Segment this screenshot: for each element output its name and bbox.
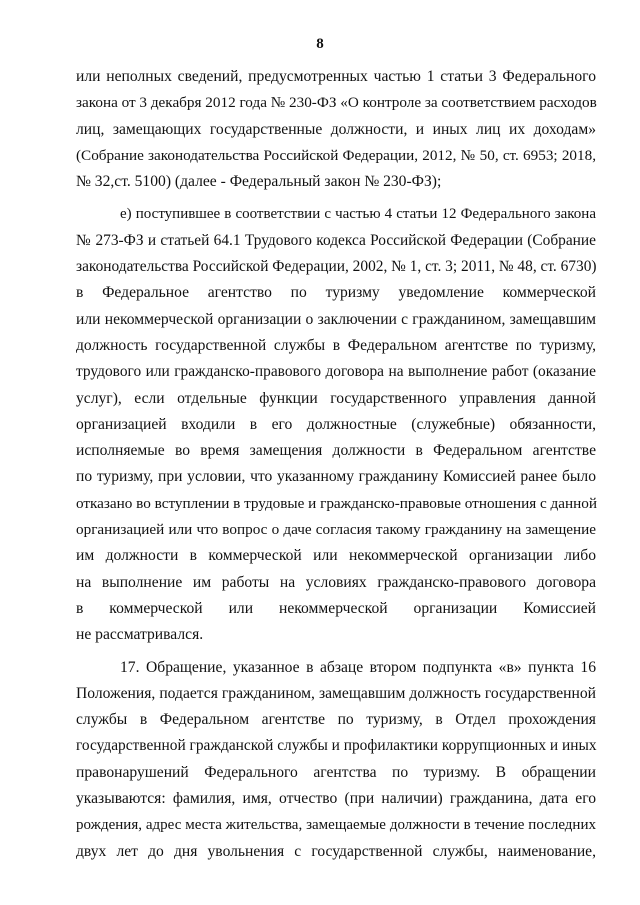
paragraph-continuation [76, 64, 596, 195]
text-line: по туризму, при условии, что указанному гражданину Комиссией ранее было [76, 468, 596, 486]
text-line: рождения, адрес места жительства, замещаемые должности в течение последних [76, 817, 596, 834]
text-line: на выполнение им работы на условиях гражданско-правового договора [76, 573, 596, 591]
text-line: лиц, замещающих государственные должности, и иных лиц их доходам» [76, 120, 596, 138]
text-line: организацией входили в его должностные (служебные) обязанности, [76, 415, 596, 433]
text-line: № 32,ст. 5100) (далее - Федеральный закон № 230-ФЗ); [76, 173, 442, 191]
text-line: в коммерческой или некоммерческой организации Комиссией [76, 599, 596, 617]
text-line: им должности в коммерческой или некоммерческой организации либо [76, 547, 596, 565]
text-line: Положения, подается гражданином, замещавшим должность государственной [76, 684, 596, 702]
text-line: или неполных сведений, предусмотренных частью 1 статьи 3 Федерального [76, 68, 596, 85]
text-line: е) поступившее в соответствии с частью 4 статьи 12 Федерального закона [120, 206, 596, 223]
page-number: 8 [316, 36, 324, 52]
text-line: государственной гражданской службы и профилактики коррупционных и иных [76, 737, 597, 755]
text-line: двух лет до дня увольнения с государственной службы, наименование, [76, 842, 596, 860]
document-body [76, 64, 596, 865]
text-line: услуг), если отдельные функции государственного управления данной [76, 389, 596, 407]
text-line: законодательства Российской Федерации, 2002, № 1, ст. 3; 2011, № 48, ст. 6730) [76, 258, 597, 276]
text-line: (Собрание законодательства Российской Федерации, 2012, № 50, ст. 6953; 2018, [76, 146, 596, 164]
text-line: правонарушений Федерального агентства по туризму. В обращении [76, 763, 596, 781]
text-line: № 273-ФЗ и статьей 64.1 Трудового кодекса Российской Федерации (Собрание [76, 231, 596, 249]
text-line: службы в Федеральном агентстве по туризму, в Отдел прохождения [76, 711, 596, 729]
text-line: в Федеральное агентство по туризму уведомление коммерческой [76, 284, 596, 302]
paragraph-e [76, 201, 596, 648]
text-line: 17. Обращение, указанное в абзаце втором подпункта «в» пункта 16 [120, 658, 596, 676]
text-line: исполняемые во время замещения должности в Федеральном агентстве [76, 442, 596, 460]
text-line: не рассматривался. [76, 626, 204, 644]
text-line: трудового или гражданско-правового договора на выполнение работ (оказание [76, 363, 596, 381]
text-line: отказано во вступлении в трудовые и гражданско-правовые отношения с данной [76, 494, 597, 512]
text-line: или некоммерческой организации о заключении с гражданином, замещавшим [76, 310, 596, 328]
text-line: закона от 3 декабря 2012 года № 230-ФЗ «О контроле за соответствием расходов [76, 94, 597, 112]
paragraph-17 [76, 655, 596, 865]
text-line: указываются: фамилия, имя, отчество (при наличии) гражданина, дата его [76, 790, 596, 808]
text-line: организацией или что вопрос о даче согласия такому гражданину на замещение [76, 521, 596, 539]
text-line: должность государственной службы в Федеральном агентстве по туризму, [76, 336, 596, 354]
